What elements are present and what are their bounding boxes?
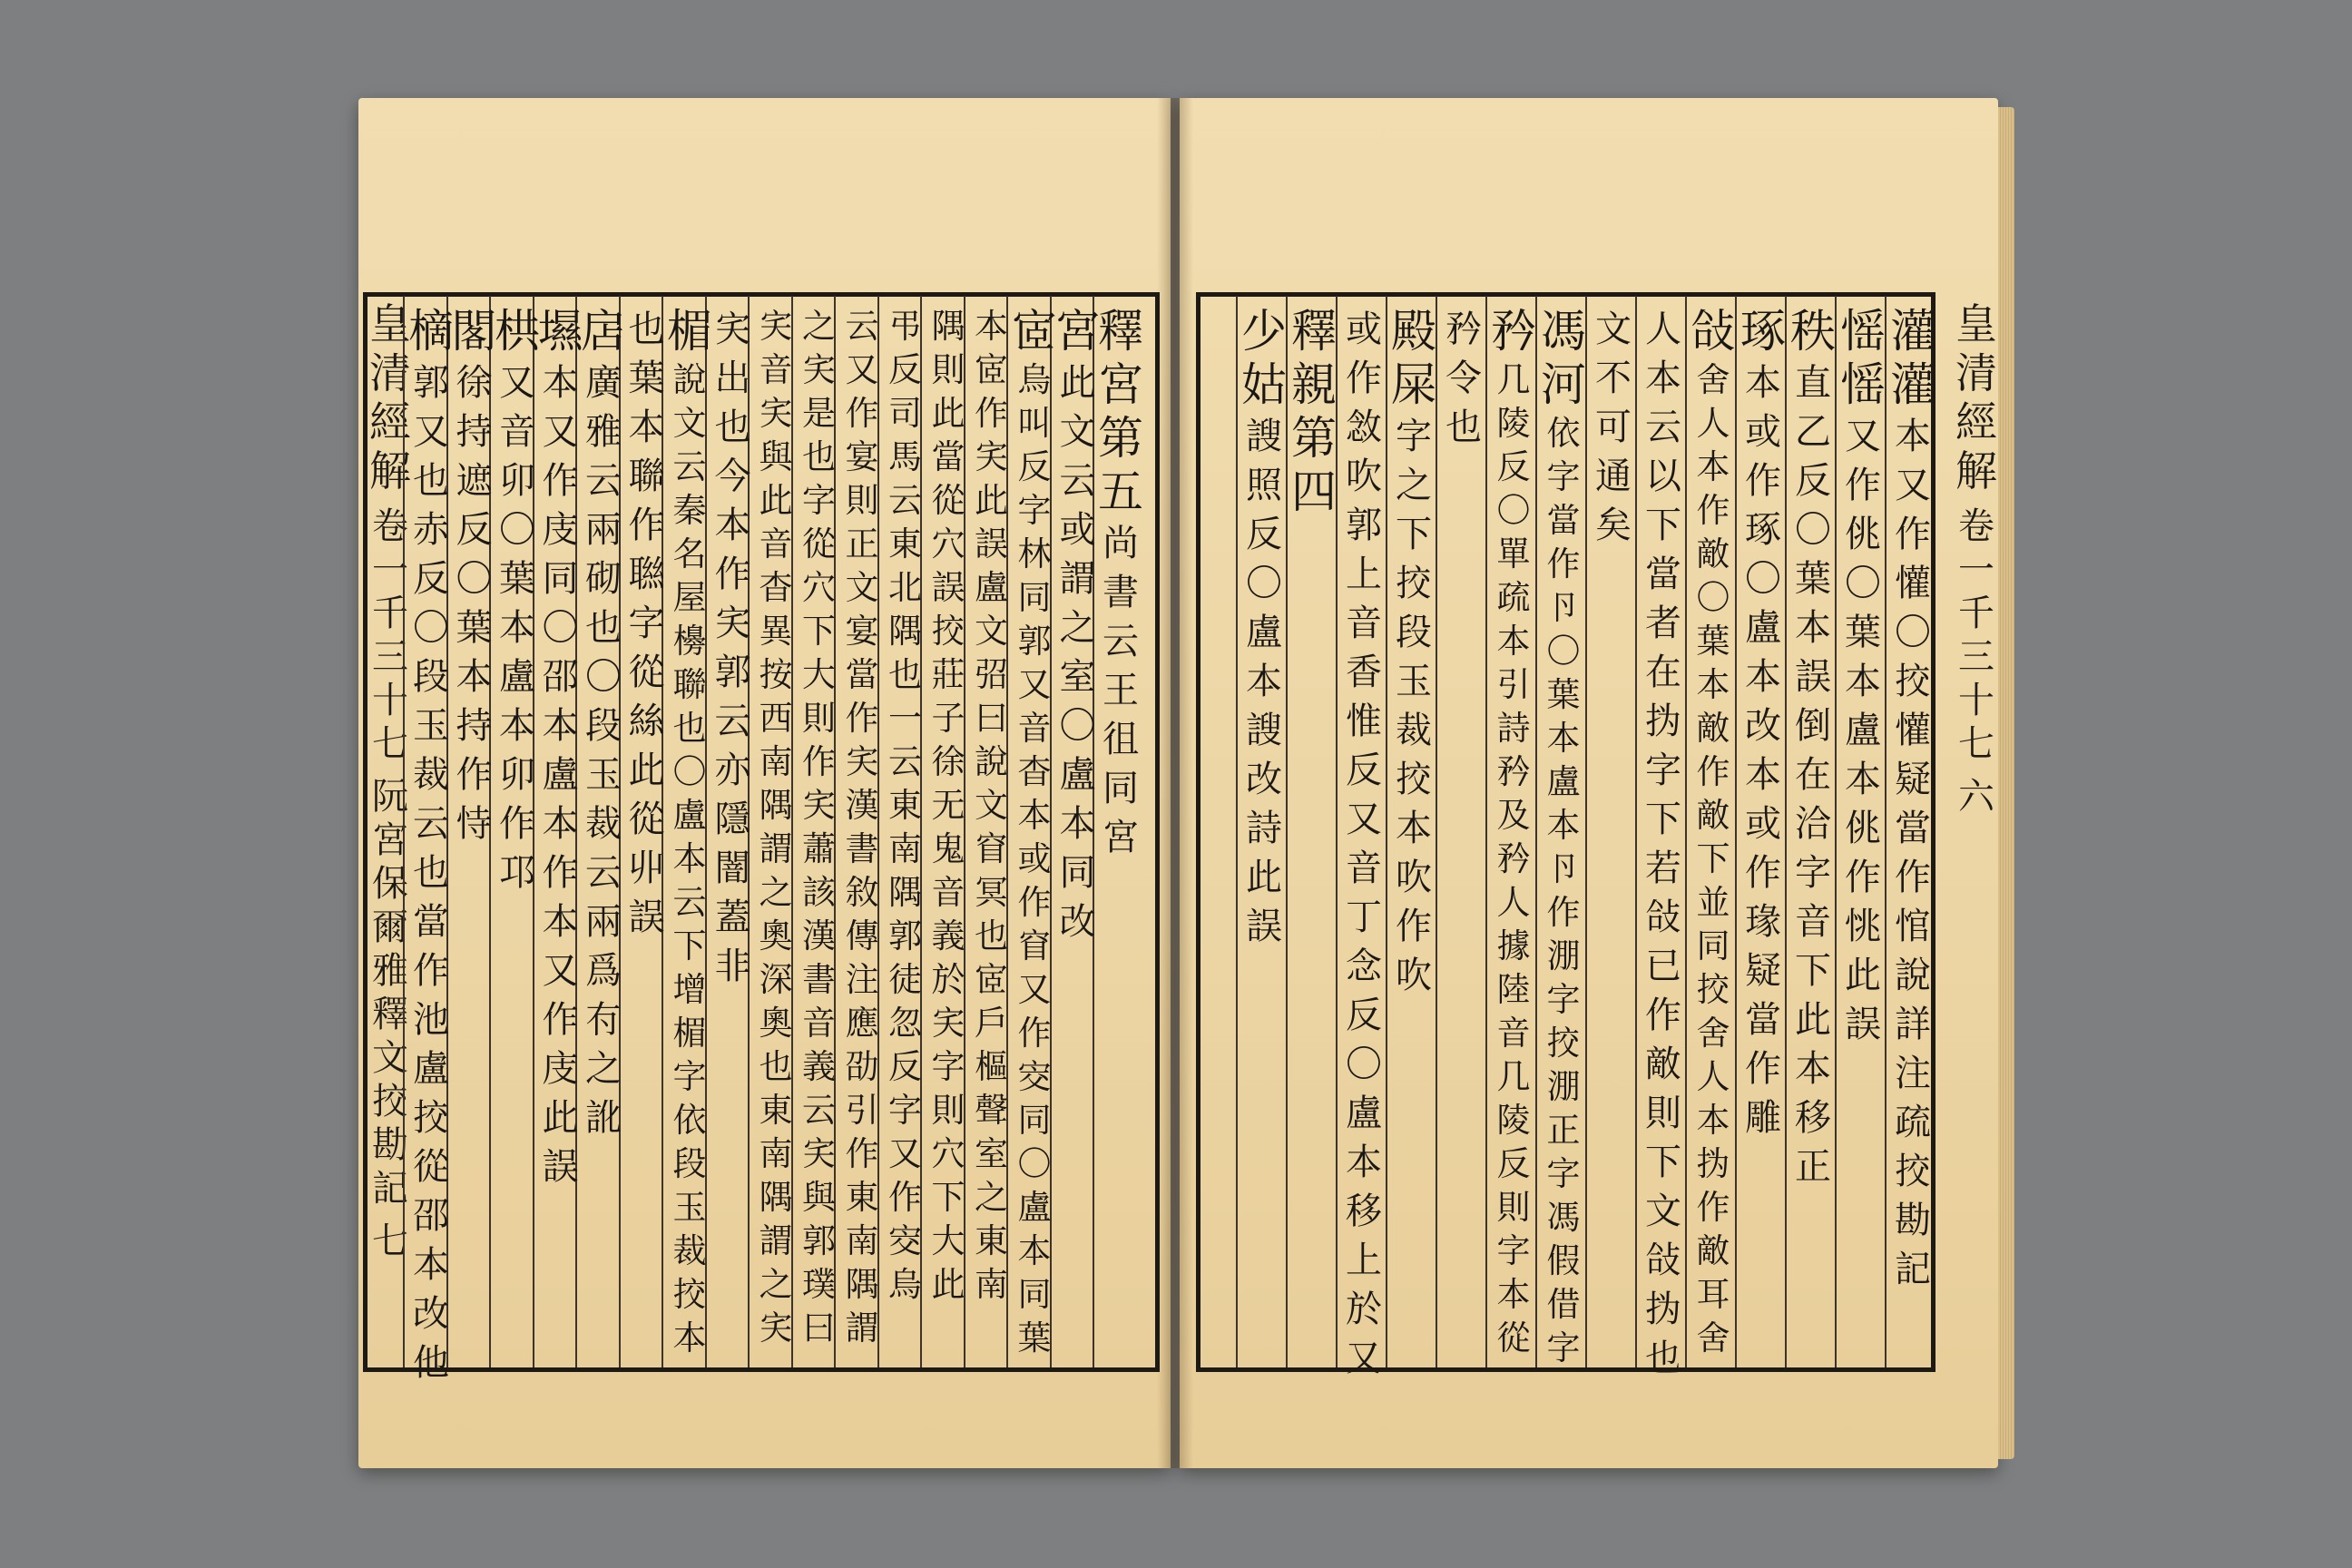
left-entry-term: 樀 xyxy=(408,305,454,358)
left-page-number: 七 xyxy=(372,1220,408,1262)
right-column xyxy=(1289,305,1339,1362)
left-volume-number: 卷 一 千 三 十 七 xyxy=(372,505,408,765)
left-entry-term: 㙷 xyxy=(537,305,583,358)
right-entry-term: 殿 屎 xyxy=(1391,305,1436,411)
right-volume-number: 卷 一 千 三 十 七 xyxy=(1958,505,1994,765)
right-entry-note: 直 乙 反 〇 葉 本 誤 倒 在 洽 字 音 下 此 本 移 正 xyxy=(1795,362,1831,1188)
left-entry-note: 本 宧 作 宎 此 誤 盧 文 弨 曰 說 文 窅 冥 也 宧 戶 樞 聲 室 之 東 南 xyxy=(975,307,1008,1304)
left-entry-note: 之 宎 是 也 字 從 穴 下 大 則 作 宎 蕭 該 漢 書 音 義 云 宎 與 郭 璞 曰 xyxy=(802,307,836,1348)
right-entry-note: 本 又 作 懽 〇 挍 懽 疑 當 作 悺 說 詳 注 疏 挍 勘 記 xyxy=(1895,416,1931,1290)
right-column xyxy=(1438,305,1489,1362)
right-page-number: 六 xyxy=(1958,776,1994,818)
right-column xyxy=(1738,305,1788,1362)
left-entry-note: 云 又 作 宴 則 正 文 宴 當 作 宎 漢 書 敘 傳 注 應 劭 引 作 東 南 隅 謂 xyxy=(845,307,879,1348)
left-work-title: 阮 宮 保 爾 雅 釋 文 挍 勘 記 xyxy=(372,776,408,1210)
right-entry-term: 少 姑 xyxy=(1241,305,1287,411)
right-entry-term: 馮 河 xyxy=(1541,305,1586,411)
right-entry-term: 敆 xyxy=(1690,305,1736,358)
left-entry-note: 本 又 作 庋 同 〇 邵 本 盧 本 作 本 又 作 庋 此 誤 xyxy=(542,362,579,1188)
right-column xyxy=(1688,305,1739,1362)
left-entry-term: 宧 xyxy=(1012,305,1057,358)
left-entry-note: 也 葉 本 聯 作 聮 字 從 絲 此 從 丱 誤 xyxy=(628,309,665,938)
right-entry-note: 又 作 佻 〇 葉 本 盧 本 佻 作 恌 此 誤 xyxy=(1845,416,1881,1045)
left-entry-note: 烏 叫 反 字 林 同 郭 又 音 杳 本 或 作 窅 又 作 㝔 同 〇 盧 本 同 葉 xyxy=(1017,360,1052,1357)
right-entry-term: 釋 親 第 四 xyxy=(1291,305,1337,518)
right-entry-term: 灌 灌 xyxy=(1890,305,1936,411)
left-entry-note: 隅 則 此 當 從 穴 誤 挍 莊 子 徐 无 鬼 音 義 於 宎 字 則 穴 下 大 此 xyxy=(931,307,965,1304)
left-entry-note: 此 文 云 或 謂 之 室 〇 盧 本 同 改 xyxy=(1059,362,1096,943)
right-title-column xyxy=(1949,299,2004,1366)
left-entry-note: 宎 出 也 今 本 作 宎 郭 云 亦 隱 闇 蓋 非 xyxy=(714,309,751,987)
right-column xyxy=(1388,305,1439,1362)
right-entry-note: 依 字 當 作 卪 〇 葉 本 盧 本 卪 作 淜 字 挍 淜 正 字 馮 假 借 字 xyxy=(1546,414,1581,1367)
left-entry-note: 廣 雅 云 兩 砌 也 〇 段 玉 裁 云 兩 爲 𠕇 之 訛 xyxy=(585,362,622,1139)
right-entry-note: 几 陵 反 〇 單 疏 本 引 詩 矜 及 矜 人 據 陸 音 几 陵 反 則 字 本 從 xyxy=(1496,360,1531,1357)
right-entry-term: 琢 xyxy=(1740,305,1786,358)
right-entry-note: 矜 令 也 xyxy=(1446,309,1482,448)
left-entry-term: 楣 xyxy=(667,305,712,358)
right-column xyxy=(1538,305,1589,1367)
left-entry-term: 扂 xyxy=(581,305,626,358)
right-book-title: 皇 清 經 解 xyxy=(1955,299,1997,495)
left-entry-term: 閣 xyxy=(451,305,497,358)
left-entry-term: 釋 宮 第 五 xyxy=(1098,305,1143,518)
left-entry-note: 郭 又 也 赤 反 〇 段 玉 裁 云 也 當 作 池 盧 挍 從 邵 本 改 他 xyxy=(413,362,449,1384)
right-column xyxy=(1488,305,1539,1362)
left-column xyxy=(406,305,456,1384)
right-entry-note: 謏 照 反 〇 盧 本 謏 改 詩 此 誤 xyxy=(1246,416,1282,947)
left-entry-note: 宎 音 宎 與 此 音 杳 異 按 西 南 隅 謂 之 奧 深 奧 也 東 南 隅 謂 之 宎 xyxy=(759,307,793,1348)
left-entry-note: 說 文 云 秦 名 屋 櫋 聯 也 〇 盧 本 云 下 增 楣 字 依 段 玉 裁 挍 本 xyxy=(672,360,707,1357)
left-entry-note: 又 音 卯 〇 葉 本 盧 本 卯 作 邛 xyxy=(499,362,535,894)
right-column xyxy=(1588,305,1639,1362)
right-column xyxy=(1788,305,1838,1362)
right-column xyxy=(1838,305,1888,1362)
right-entry-term: 秩 xyxy=(1790,305,1836,358)
right-entry-note: 人 本 云 以 下 當 者 在 㧑 字 下 若 敆 已 作 敵 則 下 文 敆 㧑 也 xyxy=(1645,309,1681,1379)
left-entry-term: 宮 xyxy=(1054,305,1101,358)
left-entry-note: 徐 持 遮 反 〇 葉 本 持 作 恃 xyxy=(456,362,493,845)
book-gutter xyxy=(1157,98,1193,1468)
left-book-title: 皇 清 經 解 xyxy=(369,299,411,495)
right-entry-note: 本 或 作 琢 〇 盧 本 改 本 或 作 瑑 疑 當 作 雕 xyxy=(1745,362,1781,1139)
right-entry-note: 舍 人 本 作 敵 〇 葉 本 敵 作 敵 下 並 同 挍 舍 人 本 㧑 作 敵 耳 舍 xyxy=(1696,360,1730,1357)
right-entry-note: 文 不 可 通 矣 xyxy=(1595,309,1632,546)
right-entry-term: 矜 xyxy=(1491,305,1536,358)
right-entry-note: 或 作 敜 吹 郭 上 音 香 惟 反 又 音 丁 念 反 〇 盧 本 移 上 於 又 xyxy=(1346,309,1382,1379)
right-column xyxy=(1887,305,1938,1362)
right-column xyxy=(1239,305,1289,1362)
right-entry-term: 愮 愮 xyxy=(1840,305,1886,411)
right-entry-note: 字 之 下 挍 段 玉 裁 挍 本 吹 作 吹 xyxy=(1396,416,1432,996)
left-entry-term: 栱 xyxy=(495,305,540,358)
right-column xyxy=(1638,305,1689,1379)
left-entry-note: 尚 書 云 王 徂 同 宮 xyxy=(1102,523,1139,858)
left-entry-note: 弔 反 司 馬 云 東 北 隅 也 一 云 東 南 隅 郭 徒 忽 反 字 又 作 㝔 烏 xyxy=(888,307,922,1304)
right-column xyxy=(1338,305,1389,1379)
